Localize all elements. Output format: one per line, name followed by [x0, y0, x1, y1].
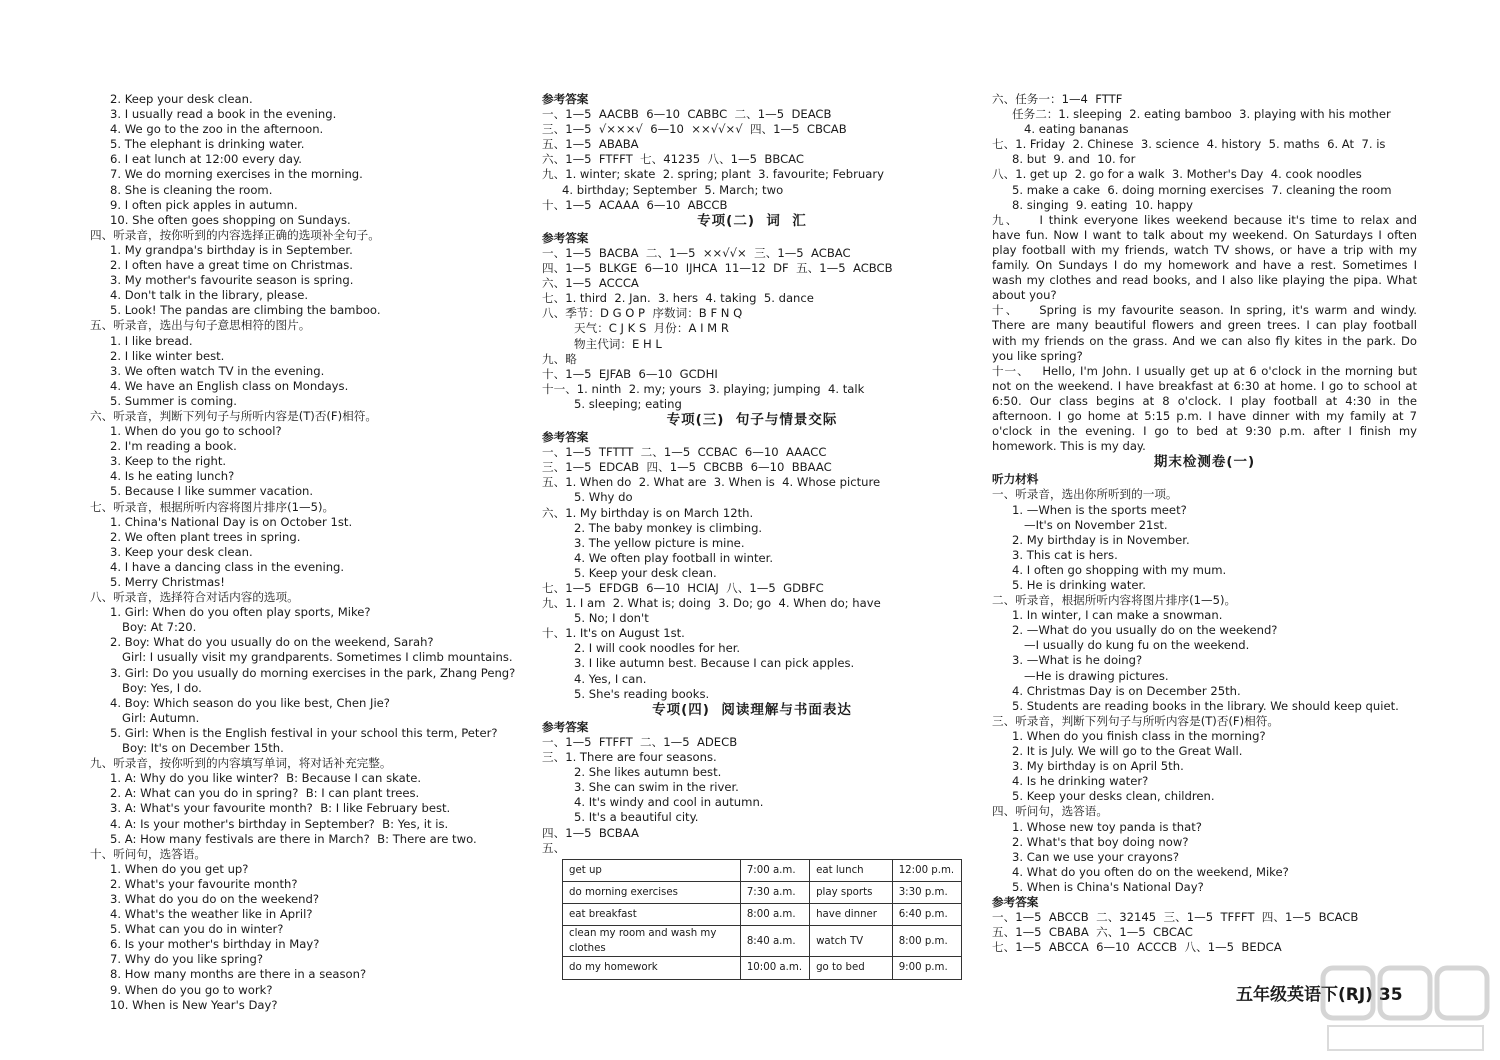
text-line: 4. eating bananas [1024, 122, 1129, 137]
text-line: 五、1—5 ABABA [542, 137, 639, 152]
section-heading: 听力材料 [992, 472, 1039, 487]
text-line: 一、1—5 ABCCB 二、32145 三、1—5 TFFFT 四、1—5 BCACB [992, 910, 1359, 925]
section-title: 专项(三) 句子与情景交际 [666, 411, 838, 428]
text-line: 2. I often have a great time on Christmas. [110, 258, 353, 273]
text-line: 五、1. When do 2. What are 3. When is 4. Whose picture [542, 475, 881, 490]
section-heading: 参考答案 [542, 230, 589, 245]
text-line: 2. My birthday is in November. [1012, 532, 1190, 547]
text-line: 1. When do you get up? [110, 861, 249, 876]
text-line: 物主代词：E H L [574, 336, 662, 351]
text-line: 七、1. third 2. Jan. 3. hers 4. taking 5. dance [542, 291, 814, 306]
schedule-activity: get up [563, 859, 741, 881]
text-line: 2. I will cook noodles for her. [574, 641, 741, 656]
text-line: 5. The elephant is drinking water. [110, 137, 305, 152]
text-line: 4. What do you often do on the weekend, Mike? [1012, 864, 1289, 879]
text-line: 7. Why do you like spring? [110, 952, 264, 967]
essay-10 [992, 303, 1417, 363]
text-line: 4. Is he drinking water? [1012, 774, 1149, 789]
essay-9 [992, 213, 1417, 304]
text-line: 2. Keep your desk clean. [110, 92, 253, 106]
text-line: 八、季节：D G O P 序数词：B F N Q [542, 306, 743, 321]
text-line: 七、1—5 EFDGB 6—10 HCIAJ 八、1—5 GDBFC [542, 581, 824, 595]
text-line: 8. singing 9. eating 10. happy [1012, 197, 1193, 212]
text-line: 3. —What is he doing? [1012, 653, 1143, 668]
text-line: 9. I often pick apples in autumn. [110, 197, 298, 212]
schedule-activity: do morning exercises [563, 881, 741, 903]
text-line: 2. Boy: What do you usually do on the weekend, Sarah? [110, 635, 434, 650]
text-line: 五、听录音，选出与句子意思相符的图片。 [90, 318, 311, 333]
schedule-row [563, 957, 962, 979]
text-line: 5. When is China's National Day? [1012, 879, 1204, 894]
essay-11-label: 十一、 [992, 363, 1030, 378]
schedule-activity: eat breakfast [563, 904, 741, 926]
text-line: 六、1—5 FTFFT 七、41235 八、1—5 BBCAC [542, 152, 805, 167]
text-line: 十、1—5 ACAAA 6—10 ABCCB [542, 197, 728, 212]
text-line: 九、听录音，按你听到的内容填写单词，将对话补充完整。 [90, 756, 392, 771]
text-line: 4. I have a dancing class in the evening. [110, 559, 345, 574]
text-line: 三、1—5 EDCAB 四、1—5 CBCBB 6—10 BBAAC [542, 460, 832, 475]
schedule-activity: play sports [810, 881, 893, 903]
text-line: Boy: Yes, I do. [122, 680, 202, 695]
text-line: 3. What do you do on the weekend? [110, 891, 320, 906]
text-line: 2. It is July. We will go to the Great Wall. [1012, 744, 1243, 759]
text-line: 7. We do morning exercises in the morning. [110, 167, 363, 182]
text-line: 9. When do you go to work? [110, 982, 273, 997]
text-line: 七、1. Friday 2. Chinese 3. science 4. history 5. maths 6. At 7. is [992, 137, 1386, 152]
text-line: 5. Girl: When is the English festival in your school this term, Peter? [110, 725, 498, 740]
text-line: 4. Don't talk in the library, please. [110, 288, 309, 303]
text-line: 5. What can you do in winter? [110, 922, 284, 937]
text-line: 3. I usually read a book in the evening. [110, 107, 337, 122]
text-line: 3. A: What's your favourite month? B: I like February best. [110, 801, 451, 816]
essay-11 [992, 364, 1417, 455]
text-line: 4. Is he eating lunch? [110, 469, 235, 484]
section-title: 专项(四) 阅读理解与书面表达 [652, 701, 852, 718]
schedule-row [563, 904, 962, 926]
middle-column-lines [542, 92, 962, 856]
text-line: 2. I like winter best. [110, 348, 225, 363]
text-line: 5. Keep your desks clean, children. [1012, 789, 1215, 804]
right-column-answers [992, 92, 1417, 213]
text-line: 十、1. It's on August 1st. [542, 626, 685, 641]
text-line: 4. We have an English class on Mondays. [110, 378, 349, 393]
text-line: 四、听问句，选答语。 [992, 804, 1108, 819]
text-line: 8. How many months are there in a season? [110, 967, 367, 982]
text-line: 3. Can we use your crayons? [1012, 849, 1179, 864]
text-line: 5. Look! The pandas are climbing the bamboo. [110, 303, 381, 318]
text-line: 3. This cat is hers. [1012, 547, 1118, 562]
text-line: 三、听录音，判断下列句子与所听内容是(T)否(F)相符。 [992, 713, 1279, 728]
schedule-time: 10:00 a.m. [740, 957, 809, 979]
text-line: 一、1—5 TFTTT 二、1—5 CCBAC 6—10 AAACC [542, 445, 827, 460]
text-line: —It's on November 21st. [1024, 517, 1168, 532]
text-line: 2. A: What can you do in spring? B: I can plant trees. [110, 786, 420, 801]
text-line: 1. Whose new toy panda is that? [1012, 819, 1202, 834]
right-column [992, 92, 1417, 955]
text-line: 任务二：1. sleeping 2. eating bamboo 3. playing with his mother [1012, 107, 1391, 122]
text-line: —He is drawing pictures. [1024, 668, 1169, 683]
text-line: 2. I'm reading a book. [110, 439, 237, 454]
text-line: 4. It's windy and cool in autumn. [574, 795, 764, 810]
schedule-time: 12:00 p.m. [892, 859, 961, 881]
text-line: 3. Keep your desk clean. [110, 544, 253, 559]
text-line: 5. Summer is coming. [110, 393, 237, 408]
text-line: Girl: I usually visit my grandparents. Sometimes I climb mountains. [122, 650, 513, 665]
schedule-activity: go to bed [810, 957, 893, 979]
text-line: 5. Keep your desk clean. [574, 565, 717, 580]
text-line: 3. I like autumn best. Because I can pick apples. [574, 656, 855, 671]
text-line: 七、1—5 ABCCA 6—10 ACCCB 八、1—5 BEDCA [992, 940, 1282, 955]
schedule-time: 8:40 a.m. [740, 926, 809, 957]
text-line: 4. A: Is your mother's birthday in September? B: Yes, it is. [110, 816, 449, 831]
text-line: 4. Yes, I can. [574, 671, 647, 686]
section-heading: 参考答案 [542, 92, 589, 106]
schedule-activity: watch TV [810, 926, 893, 957]
text-line: 一、1—5 AACBB 6—10 CABBC 二、1—5 DEACB [542, 107, 832, 122]
text-line: Boy: At 7:20. [122, 620, 197, 635]
text-line: 2. What's that boy doing now? [1012, 834, 1189, 849]
text-line: 1. In winter, I can make a snowman. [1012, 608, 1223, 623]
text-line: 八、听录音，选择符合对话内容的选项。 [90, 590, 299, 605]
watermark-logo [1318, 960, 1493, 1055]
essay-10-label: 十、 [992, 303, 1020, 318]
text-line: 一、听录音，选出你所听到的一项。 [992, 487, 1178, 502]
text-line: 1. I like bread. [110, 333, 193, 348]
text-line: 5. It's a beautiful city. [574, 810, 699, 825]
schedule-time: 7:30 a.m. [740, 881, 809, 903]
text-line: 三、1. There are four seasons. [542, 750, 717, 765]
schedule-row [563, 881, 962, 903]
text-line: 八、1. get up 2. go for a walk 3. Mother's Day 4. cook noodles [992, 167, 1362, 182]
text-line: 3. She can swim in the river. [574, 780, 739, 795]
text-line: 4. Christmas Day is on December 25th. [1012, 683, 1241, 698]
text-line: 3. We often watch TV in the evening. [110, 363, 325, 378]
essay-11-text: Hello, I'm John. I usually get up at 6 o'clock in the morning but not on the weekend. I have breakfast at 6:30 at home. I go to school at 6:50. Our class begins at 8 o'clock. I play football at 4:30 in the afternoon. I go home at 5:15 p.m. I have dinner with my family at 7 o'clock in the evening. I go to bed at 9:30 p.m. after I finish my homework. This is my day. [992, 363, 1417, 454]
schedule-row [563, 859, 962, 881]
text-line: 十、听问句，选答语。 [90, 846, 206, 861]
section-heading: 参考答案 [992, 894, 1039, 909]
essay-9-text: I think everyone likes weekend because it's time to relax and have fun. Now I want to talk about my weekend. On Saturdays I often play football with my friends, watch TV shows, or have a trip with my family. On Sundays I do my homework and have a rest. Sometimes I wash my clothes and read books, and I also like playing the pipa. What about you? [992, 212, 1418, 303]
text-line: 九、1. winter; skate 2. spring; plant 3. favourite; February [542, 167, 884, 182]
text-line: 2. We often plant trees in spring. [110, 529, 301, 544]
text-line: 2. She likes autumn best. [574, 765, 722, 780]
text-line: 九、1. I am 2. What is; doing 3. Do; go 4. When do; have [542, 596, 881, 611]
text-line: 3. Keep to the right. [110, 454, 227, 469]
schedule-time: 7:00 a.m. [740, 859, 809, 881]
section-title: 期末检测卷(一) [1153, 454, 1256, 471]
text-line: 5. Why do [574, 490, 633, 505]
text-line: 四、1—5 BCBAA [542, 825, 639, 840]
text-line: 七、听录音，根据所听内容将图片排序(1—5)。 [90, 499, 335, 514]
text-line: 3. My birthday is on April 5th. [1012, 759, 1184, 774]
schedule-activity: eat lunch [810, 859, 893, 881]
text-line: 六、听录音，判断下列句子与所听内容是(T)否(F)相符。 [90, 408, 377, 423]
text-line: 3. Girl: Do you usually do morning exercises in the park, Zhang Peng? [110, 665, 516, 680]
text-line: 1. A: Why do you like winter? B: Because I can skate. [110, 771, 422, 786]
text-line: 2. What's your favourite month? [110, 876, 298, 891]
text-line: 4. birthday; September 5. March; two [562, 182, 784, 197]
text-line: 5. She's reading books. [574, 686, 710, 701]
text-line: —I usually do kung fu on the weekend. [1024, 638, 1250, 653]
text-line: 5. A: How many festivals are there in March? B: There are two. [110, 831, 477, 846]
schedule-activity: clean my room and wash my clothes [563, 926, 741, 957]
text-line: 4. We go to the zoo in the afternoon. [110, 122, 324, 137]
text-line: 5. He is drinking water. [1012, 578, 1146, 592]
text-line: 六、任务一：1—4 FTTF [992, 92, 1123, 106]
text-line: 10. She often goes shopping on Sundays. [110, 212, 351, 227]
text-line: 10. When is New Year's Day? [110, 997, 278, 1012]
text-line: 四、听录音，按你听到的内容选择正确的选项补全句子。 [90, 227, 380, 242]
page-footer: 五年级英语下(RJ) 35 [1236, 985, 1403, 1005]
schedule-time: 8:00 a.m. [740, 904, 809, 926]
text-line: 5. make a cake 6. doing morning exercises 7. cleaning the room [1012, 182, 1392, 197]
text-line: 1. When do you finish class in the morning? [1012, 728, 1266, 743]
text-line: 2. —What do you usually do on the weekend? [1012, 623, 1278, 638]
schedule-time: 9:00 p.m. [892, 957, 961, 979]
schedule-time: 8:00 p.m. [892, 926, 961, 957]
text-line: 十、1—5 EJFAB 6—10 GCDHI [542, 366, 718, 381]
text-line: 5. Students are reading books in the library. We should keep quiet. [1012, 698, 1399, 713]
right-column-exam [992, 455, 1417, 955]
text-line: 九、略 [542, 351, 577, 366]
text-line: 三、1—5 √×××√ 6—10 ××√√×√ 四、1—5 CBCAB [542, 122, 847, 137]
text-line: 一、1—5 FTFFT 二、1—5 ADECB [542, 734, 738, 749]
schedule-activity: have dinner [810, 904, 893, 926]
text-line: 5. No; I don't [574, 611, 649, 626]
essay-10-text: Spring is my favourite season. In spring, it's warm and windy. There are many beautiful flowers and green trees. I can play football with my friends on the grass. And we can also fly kites in the park. Do you like spring? [992, 303, 1417, 363]
schedule-time: 6:40 p.m. [892, 904, 961, 926]
section-heading: 参考答案 [542, 430, 589, 445]
text-line: Girl: Autumn. [122, 710, 200, 725]
text-line: 十一、1. ninth 2. my; yours 3. playing; jumping 4. talk [542, 381, 865, 396]
text-line: 3. My mother's favourite season is spring. [110, 273, 354, 288]
essay-9-label: 九、 [992, 212, 1020, 227]
text-line: 1. When do you go to school? [110, 424, 282, 439]
text-line: 1. —When is the sports meet? [1012, 502, 1187, 517]
schedule-table [562, 859, 962, 980]
left-column [90, 92, 516, 1013]
text-line: 4. What's the weather like in April? [110, 907, 313, 922]
text-line: 1. My grandpa's birthday is in September. [110, 242, 353, 257]
section-title: 专项(二) 词 汇 [697, 212, 807, 229]
text-line: 4. We often play football in winter. [574, 550, 774, 565]
text-line: 5. Merry Christmas! [110, 575, 225, 589]
middle-column [542, 92, 962, 980]
text-line: 8. She is cleaning the room. [110, 182, 273, 197]
text-line: 6. I eat lunch at 12:00 every day. [110, 152, 302, 167]
text-line: 5. sleeping; eating [574, 396, 682, 411]
text-line: 4. Boy: Which season do you like best, Chen Jie? [110, 695, 390, 710]
section-heading: 参考答案 [542, 719, 589, 734]
schedule-activity: do my homework [563, 957, 741, 979]
text-line: 4. I often go shopping with my mum. [1012, 562, 1227, 577]
text-line: 3. The yellow picture is mine. [574, 535, 745, 550]
schedule-row [563, 926, 962, 957]
text-line: 6. Is your mother's birthday in May? [110, 937, 320, 952]
text-line: 1. China's National Day is on October 1st. [110, 514, 353, 529]
text-line: 8. but 9. and 10. for [1012, 152, 1136, 167]
text-line: 一、1—5 BACBA 二、1—5 ××√√× 三、1—5 ACBAC [542, 245, 851, 260]
text-line: 六、1—5 ACCCA [542, 276, 639, 291]
text-line: 四、1—5 BLKGE 6—10 IJHCA 11—12 DF 五、1—5 ACBCB [542, 261, 893, 276]
text-line: 五、1—5 CBABA 六、1—5 CBCAC [992, 925, 1193, 940]
text-line: 六、1. My birthday is on March 12th. [542, 505, 754, 520]
text-line: 二、听录音，根据所听内容将图片排序(1—5)。 [992, 593, 1237, 608]
schedule-time: 3:30 p.m. [892, 881, 961, 903]
text-line: Boy: It's on December 15th. [122, 741, 284, 756]
text-line: 五、 [542, 840, 566, 855]
text-line: 天气：C J K S 月份：A I M R [574, 321, 729, 336]
text-line: 2. The baby monkey is climbing. [574, 520, 763, 535]
text-line: 1. Girl: When do you often play sports, Mike? [110, 605, 371, 620]
text-line: 5. Because I like summer vacation. [110, 484, 314, 499]
